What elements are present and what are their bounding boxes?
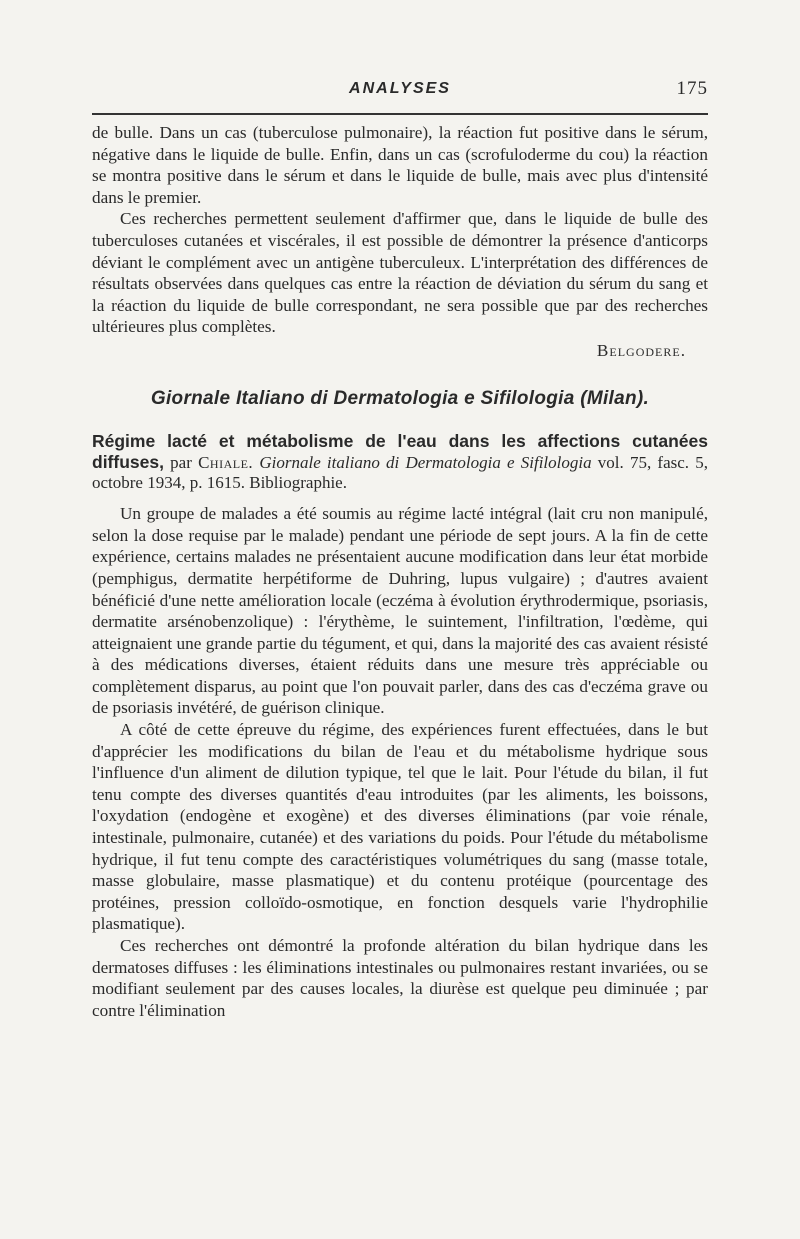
- page-number: 175: [676, 78, 708, 99]
- signature: Belgodere.: [596, 340, 686, 360]
- article-journal-ref: Giornale italiano di Dermatologia e Sifilologia: [253, 453, 592, 473]
- article-by: par: [163, 453, 199, 473]
- header-rule: [92, 113, 708, 115]
- intro-paragraph-2: Ces recherches permettent seulement d'affirmer que, dans le liquide de bulle des tuberculoses cutanées et viscérales, il est possible de démontrer la présence d'anticorps déviant le complément avec un antigène tuberculeux. L'interprétation des différences de résultats observées dans quelques cas entre la réaction de déviation du sérum du sang et la réaction du liquide de bulle correspondant, ne sera possible que par des recherches ultérieures plus complètes.: [92, 209, 708, 337]
- article-heading: [92, 431, 708, 493]
- body-text: [92, 122, 708, 1021]
- article-paragraph-1: Un groupe de malades a été soumis au régime lacté intégral (lait cru non manipulé, selon la dose requise par le malade) pendant une période de sept jours. A la fin de cette expérience, certains malades ne présentaient aucune modification dans leur état morbide (pemphigus, dermatite herpétiforme de Duhring, lupus vulgaire) ; d'autres avaient bénéficié d'une nette amélioration locale (eczéma à évolution érythrodermique, psoriasis, dermatite arsénobenzolique) : l'érythème, le suintement, l'infiltration, l'œdème, qui atteignaient une grande partie du tégument, et qui, dans la majorité des cas avaient résisté à des médications diverses, étaient réduits dans une mesure très appréciable ou complètement disparus, au point que l'on pouvait parler, dans des cas d'eczéma grave ou de psoriasis invétéré, de guérison clinique.: [92, 504, 708, 718]
- intro-paragraph-1: de bulle. Dans un cas (tuberculose pulmonaire), la réaction fut positive dans le sérum, négative dans le liquide de bulle. Enfin, dans un cas (scrofuloderme du cou) la réaction se montra positive dans le sérum et dans le liquide de bulle, mais avec plus d'intensité dans le premier.: [92, 123, 708, 207]
- article-citation: vol. 75, fasc. 5, octobre 1934, p. 1615. Bibliographie.: [92, 453, 708, 493]
- article-title: Régime lacté et métabolisme de l'eau dans les affections cutanées diffuses,: [92, 431, 708, 473]
- page: [92, 74, 708, 1021]
- article-author: Chiale.: [198, 453, 254, 473]
- journal-title: Giornale Italiano di Dermatologia e Sifilologia (Milan).: [150, 387, 650, 409]
- running-head: ANALYSES: [349, 80, 451, 97]
- article-paragraph-3: Ces recherches ont démontré la profonde altération du bilan hydrique dans les dermatoses diffuses : les éliminations intestinales ou pulmonaires restant invariées, ou se modifiant seulement par des causes locales, la diurèse est quelque peu diminuée ; par contre l'élimination: [92, 936, 708, 1020]
- page-header: [92, 74, 708, 100]
- article-paragraph-2: A côté de cette épreuve du régime, des expériences furent effectuées, dans le but d'apprécier les modifications du bilan de l'eau et du métabolisme hydrique sous l'influence d'un aliment de dilution typique, tel que le lait. Pour l'étude du bilan, il fut tenu compte des diverses quantités d'eau introduites (par les aliments, les boissons, l'oxydation (endogène et exogène) et des diverses éliminations (par voie rénale, intestinale, pulmonaire, cutanée) et des variations du poids. Pour l'étude du métabolisme hydrique, il fut tenu compte des caractéristiques volumétriques du sang (masse totale, masse globulaire, masse plasmatique) et du contenu protéique (pourcentage des protéines, pression colloïdo-osmotique, en fonction desquels varie l'hydrophilie plasmatique).: [92, 720, 708, 934]
